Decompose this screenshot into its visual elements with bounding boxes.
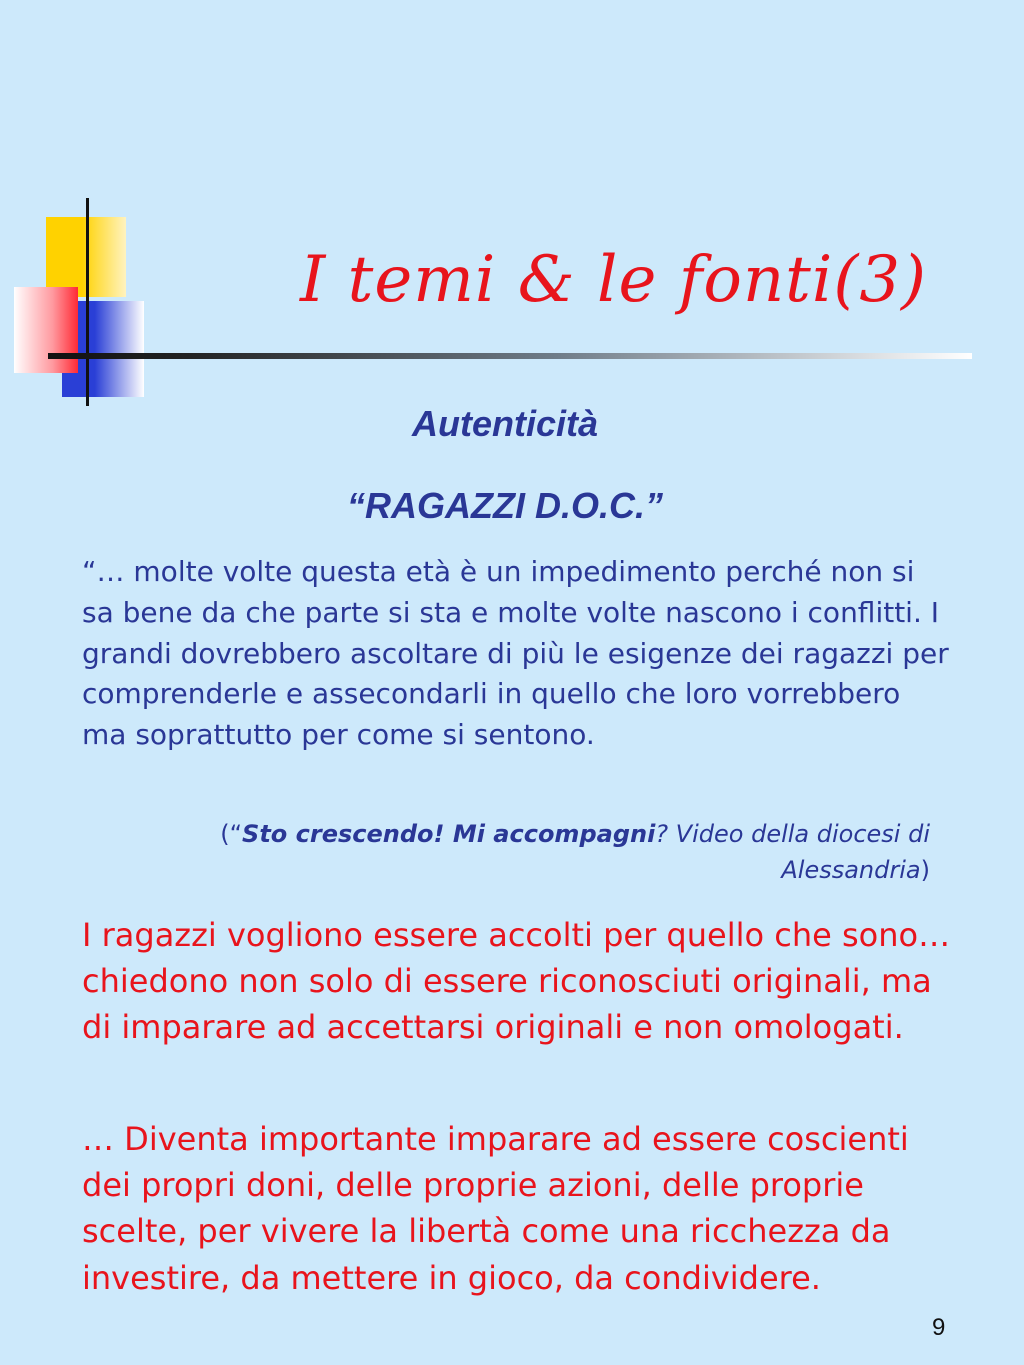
source-close: ) xyxy=(920,856,930,884)
title-underline-rule xyxy=(48,353,972,359)
red-square-decoration xyxy=(14,287,78,373)
quote-text: “… molte volte questa età è un impedimento perché non si sa bene da che parte si sta e molte volte nascono i conflitti. I grandi dovrebbero ascoltare di più le esigenze dei ragazzi per comprenderle e assecondarli in quello che loro vorrebbero ma soprattutto per come si sentono. xyxy=(82,555,949,752)
section-heading: Autenticità xyxy=(411,403,598,444)
page-number: 9 xyxy=(932,1314,946,1341)
vertical-rule xyxy=(86,198,89,406)
source-title: Sto crescendo! Mi accompagni xyxy=(242,820,656,848)
section-subheading: “RAGAZZI D.O.C.” xyxy=(347,485,663,526)
paragraph-2: … Diventa importante imparare ad essere coscienti dei propri doni, delle proprie azioni, delle proprie scelte, per vivere la libertà come una ricchezza da investire, da mettere in gioco, da condividere. xyxy=(82,1120,909,1297)
source-open: (“ xyxy=(220,820,243,848)
quote-source xyxy=(82,816,930,888)
paragraph-1: I ragazzi vogliono essere accolti per quello che sono… chiedono non solo di essere riconosciuti originali, ma di imparare ad accettarsi originali e non omologati. xyxy=(82,916,951,1047)
slide-title: I temi & le fonti(3) xyxy=(300,243,927,317)
source-detail: ? Video della diocesi di Alessandria xyxy=(655,820,930,884)
